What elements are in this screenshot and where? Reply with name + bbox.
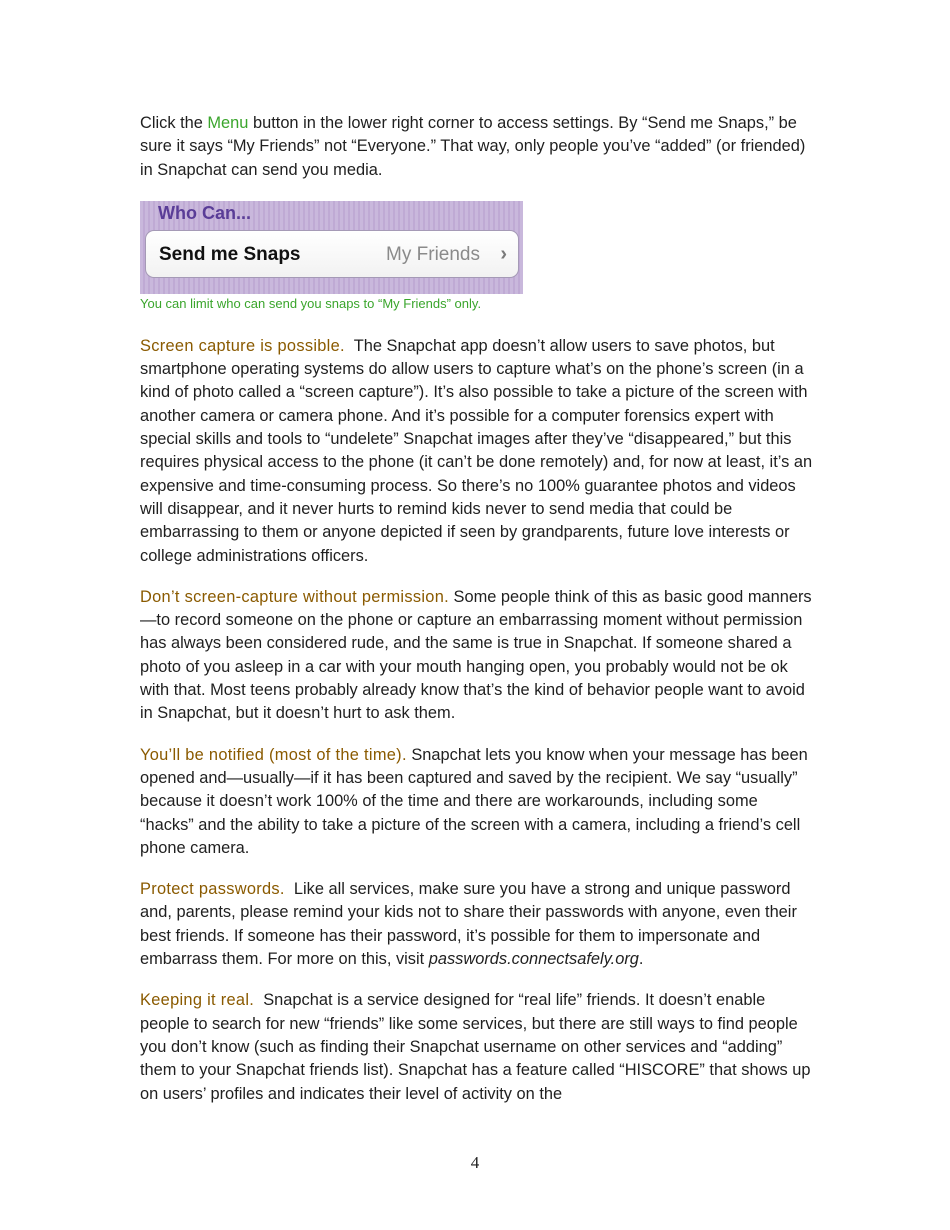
- section-permission: [140, 586, 815, 726]
- section-body: Like all services, make sure you have a strong and unique password and, parents, please remind your kids not to share their passwords with anyone, even their best friends. If someone has their password, it’s possible for them to impersonate and embarrass them. For more on this, visit: [140, 880, 797, 969]
- section-body: Some people think of this as basic good manners—to record someone on the phone or capture an embarrassing moment without permission has always been considered rude, and the same is true in Snapchat. If someone shared a photo of you asleep in a car with your mouth hanging open, you probably would not be ok with that. Most teens probably already know that’s the kind of behavior people want to avoid in Snapchat, but it doesn’t hurt to ask them.: [140, 587, 812, 723]
- send-me-snaps-label: Send me Snaps: [159, 243, 301, 265]
- section-passwords: [140, 878, 815, 971]
- section-screen-capture: [140, 335, 815, 568]
- chevron-right-icon: ›: [500, 242, 507, 265]
- section-heading: Keeping it real.: [140, 991, 255, 1010]
- section-end: .: [638, 950, 644, 969]
- intro-paragraph: [140, 112, 815, 182]
- send-me-snaps-row: [145, 230, 519, 278]
- screenshot-caption: You can limit who can send you snaps to “My Friends” only.: [140, 295, 482, 311]
- section-notified: [140, 744, 815, 860]
- section-body: Snapchat lets you know when your message has been opened and—usually—if it has been captured and saved by the recipient. We say “usually” because it doesn’t work 100% of the time and there are workarounds, including some “hacks” and the ability to take a picture of the screen with a camera, including a friend’s cell phone camera.: [140, 745, 808, 857]
- section-heading: Don’t screen-capture without permission.: [140, 587, 449, 606]
- section-body: Snapchat is a service designed for “real life” friends. It doesn’t enable people to search for new “friends” like some services, but there are still ways to find people you don’t know (such as finding their Snapchat username on other services and “adding” them to your Snapchat friends list). Snapchat has a feature called “HISCORE” that shows up on users’ profiles and indicates their level of activity on the: [140, 991, 811, 1103]
- menu-word: Menu: [207, 114, 249, 132]
- page-number: 4: [470, 1153, 480, 1172]
- intro-text-end: button in the lower right corner to access settings. By “Send me Snaps,” be sure it says “My Friends” not “Everyone.” That way, only people you’ve “added” (or friended) in Snapchat can send you media.: [140, 114, 806, 179]
- passwords-site-link: passwords.connectsafely.org: [428, 950, 639, 969]
- my-friends-value: My Friends: [386, 243, 480, 265]
- settings-screenshot: [140, 201, 523, 294]
- section-heading: Screen capture is possible.: [140, 336, 345, 355]
- document-page: [140, 112, 815, 1124]
- who-can-header: Who Can...: [158, 202, 251, 223]
- section-heading: Protect passwords.: [140, 880, 285, 899]
- section-body: The Snapchat app doesn’t allow users to save photos, but smartphone operating systems do allow users to capture what’s on the phone’s screen (in a kind of photo called a “screen capture”). It’s also possible to take a picture of the screen with another camera or camera phone. And it’s possible for a computer forensics expert with special skills and tools to “undelete” Snapchat images after they’ve “disappeared,” but this requires physical access to the phone (it can’t be done remotely) and, for now at least, it’s an expensive and time-consuming process. So there’s no 100% guarantee photos and videos will disappear, and it never hurts to remind kids never to send media that could be embarrassing to them or anyone depicted if seen by grandparents, future love interests or college administrations officers.: [140, 336, 813, 565]
- section-heading: You’ll be notified (most of the time).: [140, 745, 407, 764]
- section-keeping-real: [140, 989, 815, 1105]
- intro-text-start: Click the: [140, 114, 208, 132]
